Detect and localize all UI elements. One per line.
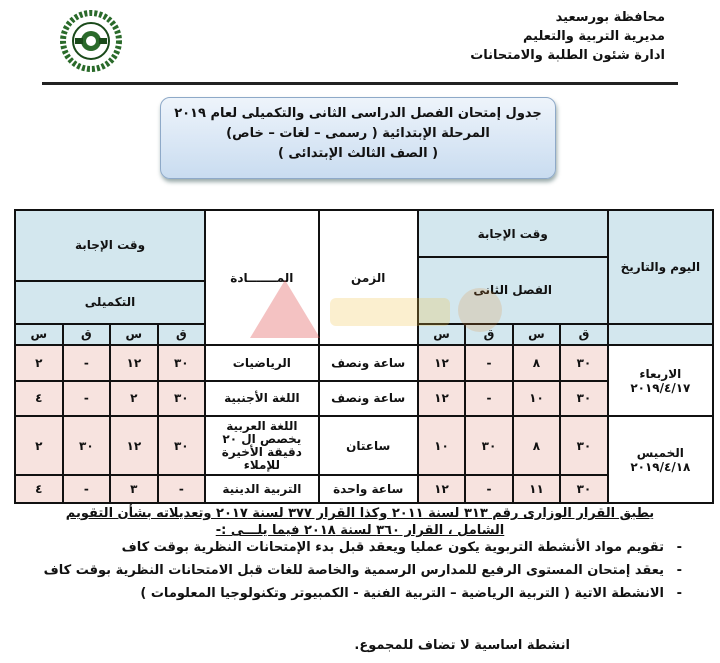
supplementary-header: التكميلى: [15, 281, 205, 324]
table-cell: ٢: [110, 381, 157, 416]
col-s-header: س: [513, 324, 560, 345]
table-cell: ١٢: [418, 381, 465, 416]
subject-cell: اللغة العربية يخصص ال ٢٠ دقيقة الأخيرة للإملاء: [205, 416, 319, 475]
list-item-text: الانشطة الاتية ( التربية الرياضية – التربية الفنية - الكمبيوتر وتكنولوجيا المعلومات ): [140, 586, 664, 601]
subject-cell: اللغة الأجنبية: [205, 381, 319, 416]
table-cell: ٨: [513, 416, 560, 475]
title-line-3: ( الصف الثالث الإبتدائى ): [277, 146, 439, 161]
table-cell: ٣: [110, 475, 157, 503]
notes-list: [44, 540, 682, 609]
table-cell: -: [158, 475, 205, 503]
ministerial-decree-note: [50, 505, 670, 539]
answer-time-header-left: وقت الإجابة: [15, 210, 205, 281]
table-cell: -: [63, 381, 110, 416]
table-cell: ٣٠: [158, 416, 205, 475]
table-cell: ٣٠: [63, 416, 110, 475]
table-cell: -: [465, 345, 512, 380]
table-cell: ٣٠: [560, 475, 607, 503]
directorate-label: مديرية التربية والتعليم: [522, 29, 665, 44]
table-cell: ٢: [15, 416, 63, 475]
second-term-header: الفصل الثانى: [418, 257, 608, 324]
list-item: [44, 540, 682, 555]
subject-cell: الرياضيات: [205, 345, 319, 380]
col-q-header: ق: [63, 324, 110, 345]
table-cell: ٢: [15, 345, 63, 380]
table-cell: ١٢: [110, 416, 157, 475]
day-header-spacer: [608, 324, 713, 345]
administration-label: ادارة شئون الطلبة والامتحانات: [470, 48, 665, 63]
answer-time-header-right: وقت الإجابة: [418, 210, 608, 257]
table-cell: ١٠: [513, 381, 560, 416]
list-item: [44, 563, 682, 578]
list-item: [44, 586, 682, 601]
time-cell: ساعة ونصف: [319, 381, 418, 416]
table-cell: ١٢: [418, 345, 465, 380]
table-cell: ١١: [513, 475, 560, 503]
list-item-text: يعقد إمتحان المستوى الرفيع للمدارس الرسمية والخاصة للغات قبل الامتحانات النظرية بوقت كاف: [43, 563, 664, 578]
title-box: [160, 97, 556, 179]
bullet-dash-icon: -: [676, 586, 682, 601]
decree-text: يطبق القرار الوزارى رقم ٣١٣ لسنة ٢٠١١ وكذا القرار ٣٧٧ لسنة ٢٠١٧ وتعديلاته بشأن التقويم الشامل ، القرار ٣٦٠ لسنة ٢٠١٨ فيما يلـــى :-: [65, 506, 655, 538]
governorate-label: محافظة بورسعيد: [555, 10, 665, 25]
subject-cell: التربية الدينية: [205, 475, 319, 503]
table-cell: -: [465, 381, 512, 416]
table-cell: ١٢: [110, 345, 157, 380]
title-line-1: جدول إمتحان الفصل الدراسى الثانى والتكميلى لعام ٢٠١٩: [174, 106, 542, 121]
table-cell: -: [465, 475, 512, 503]
table-cell: ٣٠: [158, 381, 205, 416]
bullet-dash-icon: -: [676, 563, 682, 578]
title-line-2: المرحلة الإبتدائية ( رسمى – لغات – خاص): [226, 126, 490, 141]
day-cell: الخميس ٢٠١٩/٤/١٨: [608, 416, 713, 503]
table-cell: ٣٠: [465, 416, 512, 475]
header-block: [470, 8, 665, 65]
time-column-header: الزمن: [319, 210, 418, 345]
table-cell: ٣٠: [158, 345, 205, 380]
day-cell: الاربعاء ٢٠١٩/٤/١٧: [608, 345, 713, 416]
table-cell: ٣٠: [560, 416, 607, 475]
table-cell: ٤: [15, 381, 63, 416]
col-s-header: س: [110, 324, 157, 345]
day-date-header: اليوم والتاريخ: [608, 210, 713, 324]
col-s-header: س: [15, 324, 63, 345]
table-cell: ٣٠: [560, 345, 607, 380]
col-q-header: ق: [158, 324, 205, 345]
list-item-text: تقويم مواد الأنشطة التربوية يكون عمليا ويعقد قبل بدء الإمتحانات النظرية بوقت كاف: [121, 540, 664, 555]
time-cell: ساعتان: [319, 416, 418, 475]
table-cell: ٤: [15, 475, 63, 503]
subject-column-header: المـــــــادة: [205, 210, 319, 345]
table-cell: -: [63, 345, 110, 380]
table-cell: ٣٠: [560, 381, 607, 416]
col-q-header: ق: [465, 324, 512, 345]
time-cell: ساعة واحدة: [319, 475, 418, 503]
table-cell: ١٢: [418, 475, 465, 503]
table-cell: ٨: [513, 345, 560, 380]
bullet-dash-icon: -: [676, 540, 682, 555]
col-q-header: ق: [560, 324, 607, 345]
ministry-emblem-icon: [55, 8, 127, 74]
col-s-header: س: [418, 324, 465, 345]
exam-schedule-table: [14, 209, 714, 504]
header-divider: [42, 82, 678, 85]
time-cell: ساعة ونصف: [319, 345, 418, 380]
table-cell: ١٠: [418, 416, 465, 475]
table-cell: -: [63, 475, 110, 503]
activities-note: انشطة اساسية لا تضاف للمجموع.: [354, 638, 570, 653]
